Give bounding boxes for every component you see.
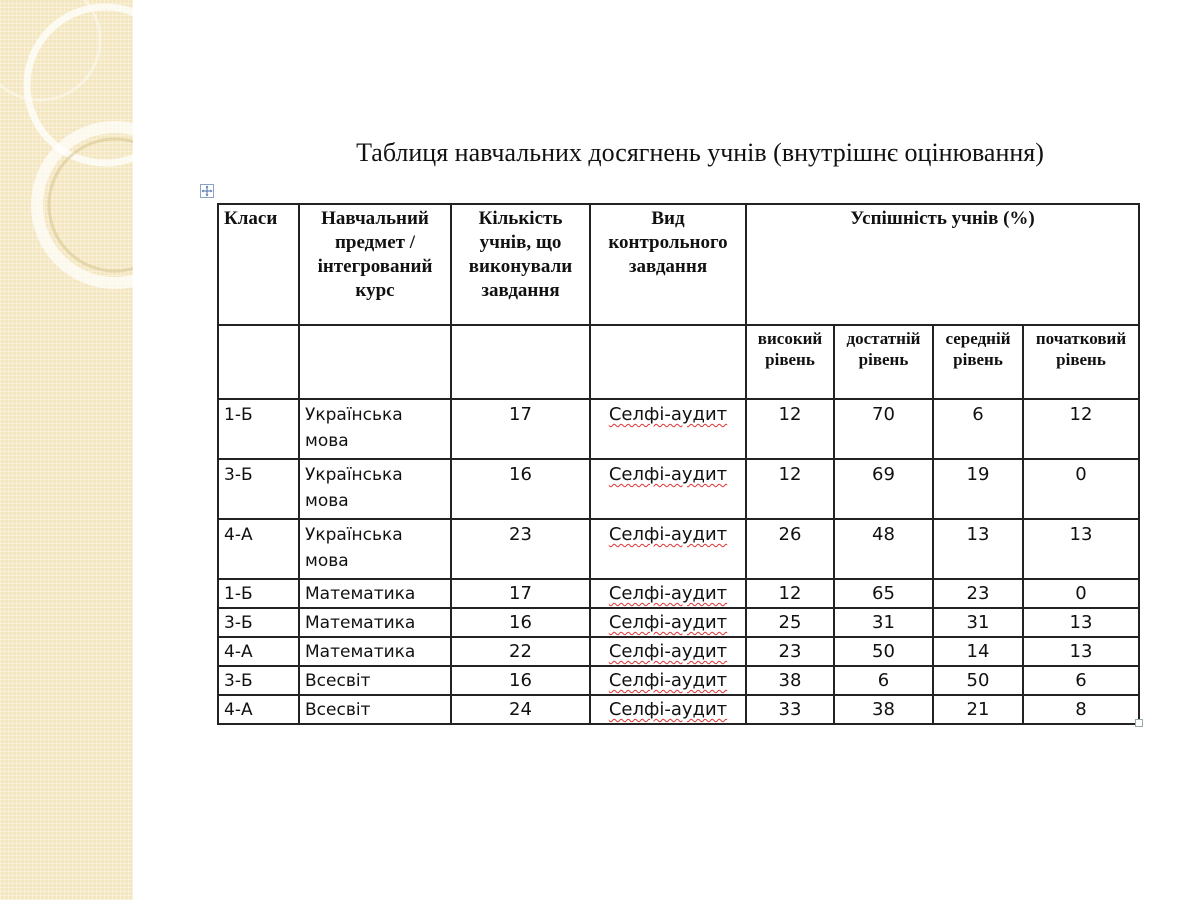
cell-initial: 0 — [1023, 459, 1139, 519]
cell-medium: 14 — [933, 637, 1023, 666]
cell-initial: 8 — [1023, 695, 1139, 724]
cell-initial: 13 — [1023, 637, 1139, 666]
header-student-count: Кількість учнів, що виконували завдання — [451, 204, 590, 325]
achievements-table — [217, 203, 1140, 725]
cell-count: 17 — [451, 399, 590, 459]
cell-count: 22 — [451, 637, 590, 666]
cell-high: 12 — [746, 459, 834, 519]
cell-class: 4-А — [218, 695, 299, 724]
table-row — [218, 579, 1139, 608]
cell-sufficient: 6 — [834, 666, 933, 695]
cell-subject: Українська мова — [299, 459, 451, 519]
cell-high: 25 — [746, 608, 834, 637]
cell-task-text: Селфі-аудит — [608, 404, 728, 425]
cell-task — [590, 637, 746, 666]
empty-cell — [451, 325, 590, 399]
decorative-side-band — [0, 0, 133, 900]
table-row — [218, 695, 1139, 724]
header-level-initial: початковий рівень — [1023, 325, 1139, 399]
cell-class: 3-Б — [218, 608, 299, 637]
cell-medium: 6 — [933, 399, 1023, 459]
table-row — [218, 399, 1139, 459]
table-row — [218, 666, 1139, 695]
header-subject: Навчальний предмет / інтегрований курс — [299, 204, 451, 325]
cell-class: 3-Б — [218, 666, 299, 695]
cell-count: 24 — [451, 695, 590, 724]
header-success: Успішність учнів (%) — [746, 204, 1139, 325]
cell-task-text: Селфі-аудит — [608, 583, 728, 604]
cell-task — [590, 666, 746, 695]
header-level-high: високий рівень — [746, 325, 834, 399]
cell-class: 4-А — [218, 519, 299, 579]
empty-cell — [218, 325, 299, 399]
table-move-handle-icon[interactable] — [200, 184, 214, 198]
cell-initial: 12 — [1023, 399, 1139, 459]
cell-task-text: Селфі-аудит — [608, 524, 728, 545]
header-level-medium: середній рівень — [933, 325, 1023, 399]
cell-count: 17 — [451, 579, 590, 608]
cell-high: 33 — [746, 695, 834, 724]
cell-sufficient: 70 — [834, 399, 933, 459]
empty-cell — [299, 325, 451, 399]
cell-medium: 31 — [933, 608, 1023, 637]
table-row — [218, 637, 1139, 666]
cell-subject: Математика — [299, 579, 451, 608]
cell-task-text: Селфі-аудит — [608, 699, 728, 720]
cell-class: 1-Б — [218, 579, 299, 608]
cell-medium: 50 — [933, 666, 1023, 695]
cell-count: 16 — [451, 459, 590, 519]
cell-subject: Всесвіт — [299, 695, 451, 724]
cell-task-text: Селфі-аудит — [608, 641, 728, 662]
cell-class: 4-А — [218, 637, 299, 666]
cell-task — [590, 695, 746, 724]
cell-sufficient: 69 — [834, 459, 933, 519]
cell-high: 23 — [746, 637, 834, 666]
cell-sufficient: 38 — [834, 695, 933, 724]
cell-initial: 0 — [1023, 579, 1139, 608]
cell-sufficient: 65 — [834, 579, 933, 608]
cell-high: 38 — [746, 666, 834, 695]
cell-task-text: Селфі-аудит — [608, 612, 728, 633]
cell-class: 1-Б — [218, 399, 299, 459]
cell-class: 3-Б — [218, 459, 299, 519]
header-level-sufficient: достатній рівень — [834, 325, 933, 399]
cell-task-text: Селфі-аудит — [608, 464, 728, 485]
cell-task — [590, 608, 746, 637]
cell-sufficient: 31 — [834, 608, 933, 637]
cell-subject: Математика — [299, 637, 451, 666]
cell-medium: 13 — [933, 519, 1023, 579]
cell-subject: Українська мова — [299, 399, 451, 459]
empty-cell — [590, 325, 746, 399]
cell-high: 26 — [746, 519, 834, 579]
cell-subject: Українська мова — [299, 519, 451, 579]
cell-count: 16 — [451, 608, 590, 637]
cell-count: 23 — [451, 519, 590, 579]
cell-sufficient: 50 — [834, 637, 933, 666]
cell-task — [590, 519, 746, 579]
cell-initial: 13 — [1023, 519, 1139, 579]
cell-task — [590, 459, 746, 519]
table-header-row — [218, 204, 1139, 325]
cell-task-text: Селфі-аудит — [608, 670, 728, 691]
table-row — [218, 459, 1139, 519]
decorative-rings-graphic — [0, 0, 133, 900]
header-task-type: Вид контрольного завдання — [590, 204, 746, 325]
table-resize-handle[interactable] — [1135, 719, 1143, 727]
cell-task — [590, 399, 746, 459]
slide-title: Таблиця навчальних досягнень учнів (внутрішнє оцінювання) — [356, 138, 1044, 167]
cell-high: 12 — [746, 399, 834, 459]
cell-medium: 19 — [933, 459, 1023, 519]
cell-count: 16 — [451, 666, 590, 695]
cell-task — [590, 579, 746, 608]
cell-subject: Математика — [299, 608, 451, 637]
cell-medium: 23 — [933, 579, 1023, 608]
header-class: Класи — [218, 204, 299, 325]
cell-subject: Всесвіт — [299, 666, 451, 695]
table-subheader-row — [218, 325, 1139, 399]
cell-high: 12 — [746, 579, 834, 608]
table-row — [218, 608, 1139, 637]
table-row — [218, 519, 1139, 579]
cell-sufficient: 48 — [834, 519, 933, 579]
cell-medium: 21 — [933, 695, 1023, 724]
cell-initial: 6 — [1023, 666, 1139, 695]
cell-initial: 13 — [1023, 608, 1139, 637]
